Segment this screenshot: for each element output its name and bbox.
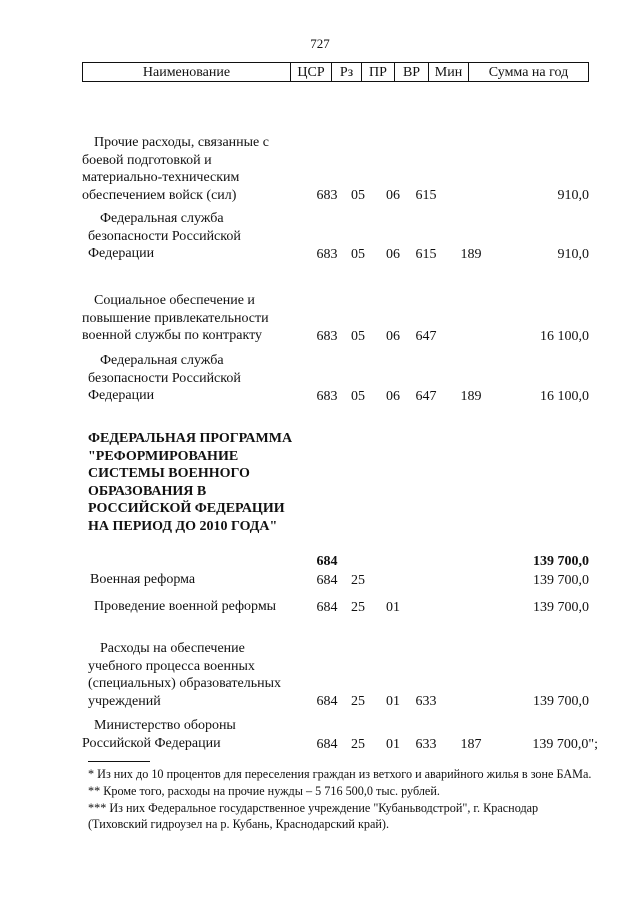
row-sum: 139 700,0: [533, 572, 589, 588]
row-csr: 684: [316, 599, 338, 615]
row-name: Военная реформа: [90, 572, 196, 587]
row-vr: 647: [415, 388, 437, 404]
row-pr: 01: [386, 736, 400, 752]
row-rz: 25: [351, 736, 365, 752]
row-csr: 683: [316, 388, 338, 404]
row-sum: 16 100,0: [540, 388, 589, 404]
row-vr: 633: [415, 693, 437, 709]
row-name: Федеральная служба безопасности Российской Федерации: [88, 353, 241, 403]
header-name: Наименование: [142, 65, 231, 80]
row-vr: 633: [415, 736, 437, 752]
row-pr: 01: [386, 599, 400, 615]
row-sum: 139 700,0: [533, 693, 589, 709]
footnote-2: ** Кроме того, расходы на прочие нужды – 5 716 500,0 тыс. рублей.: [88, 784, 440, 798]
row-name: Министерство обороны Российской Федерации: [82, 718, 236, 751]
row-rz: 25: [351, 599, 365, 615]
header-pr: ПР: [361, 63, 394, 81]
row-min: 187: [460, 736, 482, 752]
row-csr: 684: [316, 736, 338, 752]
footnote-3: *** Из них Федеральное государственное учреждение "Кубаньводстрой", г. Краснодар (Тиховский гидроузел на р. Кубань, Краснодарский край).: [88, 801, 539, 831]
row-rz: 05: [351, 388, 365, 404]
table-row: [0, 210, 640, 263]
row-sum: 139 700,0: [533, 599, 589, 615]
row-rz: 05: [351, 187, 365, 203]
header-sum: Сумма на год: [468, 63, 588, 81]
row-sum: 16 100,0: [540, 328, 589, 344]
table-row: [0, 292, 640, 345]
header-rz: Рз: [331, 63, 361, 81]
row-rz: 05: [351, 246, 365, 262]
table-row: [0, 352, 640, 405]
table-row: [0, 640, 640, 710]
row-sum: 139 700,0";: [532, 736, 598, 752]
footnote-divider: [88, 761, 150, 762]
page-number: 727: [310, 36, 330, 51]
row-rz: 25: [351, 572, 365, 588]
header-min: Мин: [428, 63, 468, 81]
row-sum: 139 700,0: [533, 553, 589, 569]
program-title: ФЕДЕРАЛЬНАЯ ПРОГРАММА "РЕФОРМИРОВАНИЕ СИСТЕМЫ ВОЕННОГО ОБРАЗОВАНИЯ В РОССИЙСКОЙ ФЕДЕРАЦИИ НА ПЕРИОД ДО 2010 ГОДА": [88, 431, 293, 534]
row-csr: 683: [316, 328, 338, 344]
row-min: 189: [460, 388, 482, 404]
table-row: [0, 571, 640, 589]
row-name: Социальное обеспечение и повышение привлекательности военной службы по контракту: [82, 293, 269, 343]
row-pr: 01: [386, 693, 400, 709]
row-name: Прочие расходы, связанные с боевой подготовкой и материально-техническим обеспечением войск (сил): [82, 135, 269, 203]
row-csr: 683: [316, 246, 338, 262]
table-row-program: [0, 430, 640, 570]
row-csr: 684: [316, 572, 338, 588]
row-pr: 06: [386, 246, 400, 262]
footnotes: [88, 766, 593, 832]
row-vr: 647: [415, 328, 437, 344]
header-csr: ЦСР: [290, 63, 331, 81]
row-csr: 683: [316, 187, 338, 203]
row-name: Федеральная служба безопасности Российской Федерации: [88, 211, 241, 261]
row-csr: 684: [316, 553, 338, 569]
row-csr: 684: [316, 693, 338, 709]
row-sum: 910,0: [557, 187, 589, 203]
footnote-1: * Из них до 10 процентов для переселения граждан из ветхого и аварийного жилья в зоне БАМа.: [88, 767, 592, 781]
row-vr: 615: [415, 187, 437, 203]
row-sum: 910,0: [557, 246, 589, 262]
row-name: Проведение военной реформы: [94, 599, 277, 614]
header-vr: ВР: [394, 63, 428, 81]
row-pr: 06: [386, 328, 400, 344]
table-row: [0, 717, 640, 753]
row-vr: 615: [415, 246, 437, 262]
row-min: 189: [460, 246, 482, 262]
row-pr: 06: [386, 187, 400, 203]
row-rz: 25: [351, 693, 365, 709]
row-rz: 05: [351, 328, 365, 344]
table-row: [0, 598, 640, 616]
table-row: [0, 134, 640, 204]
row-pr: 06: [386, 388, 400, 404]
row-name: Расходы на обеспечение учебного процесса военных (специальных) образовательных учреждений: [88, 641, 281, 709]
